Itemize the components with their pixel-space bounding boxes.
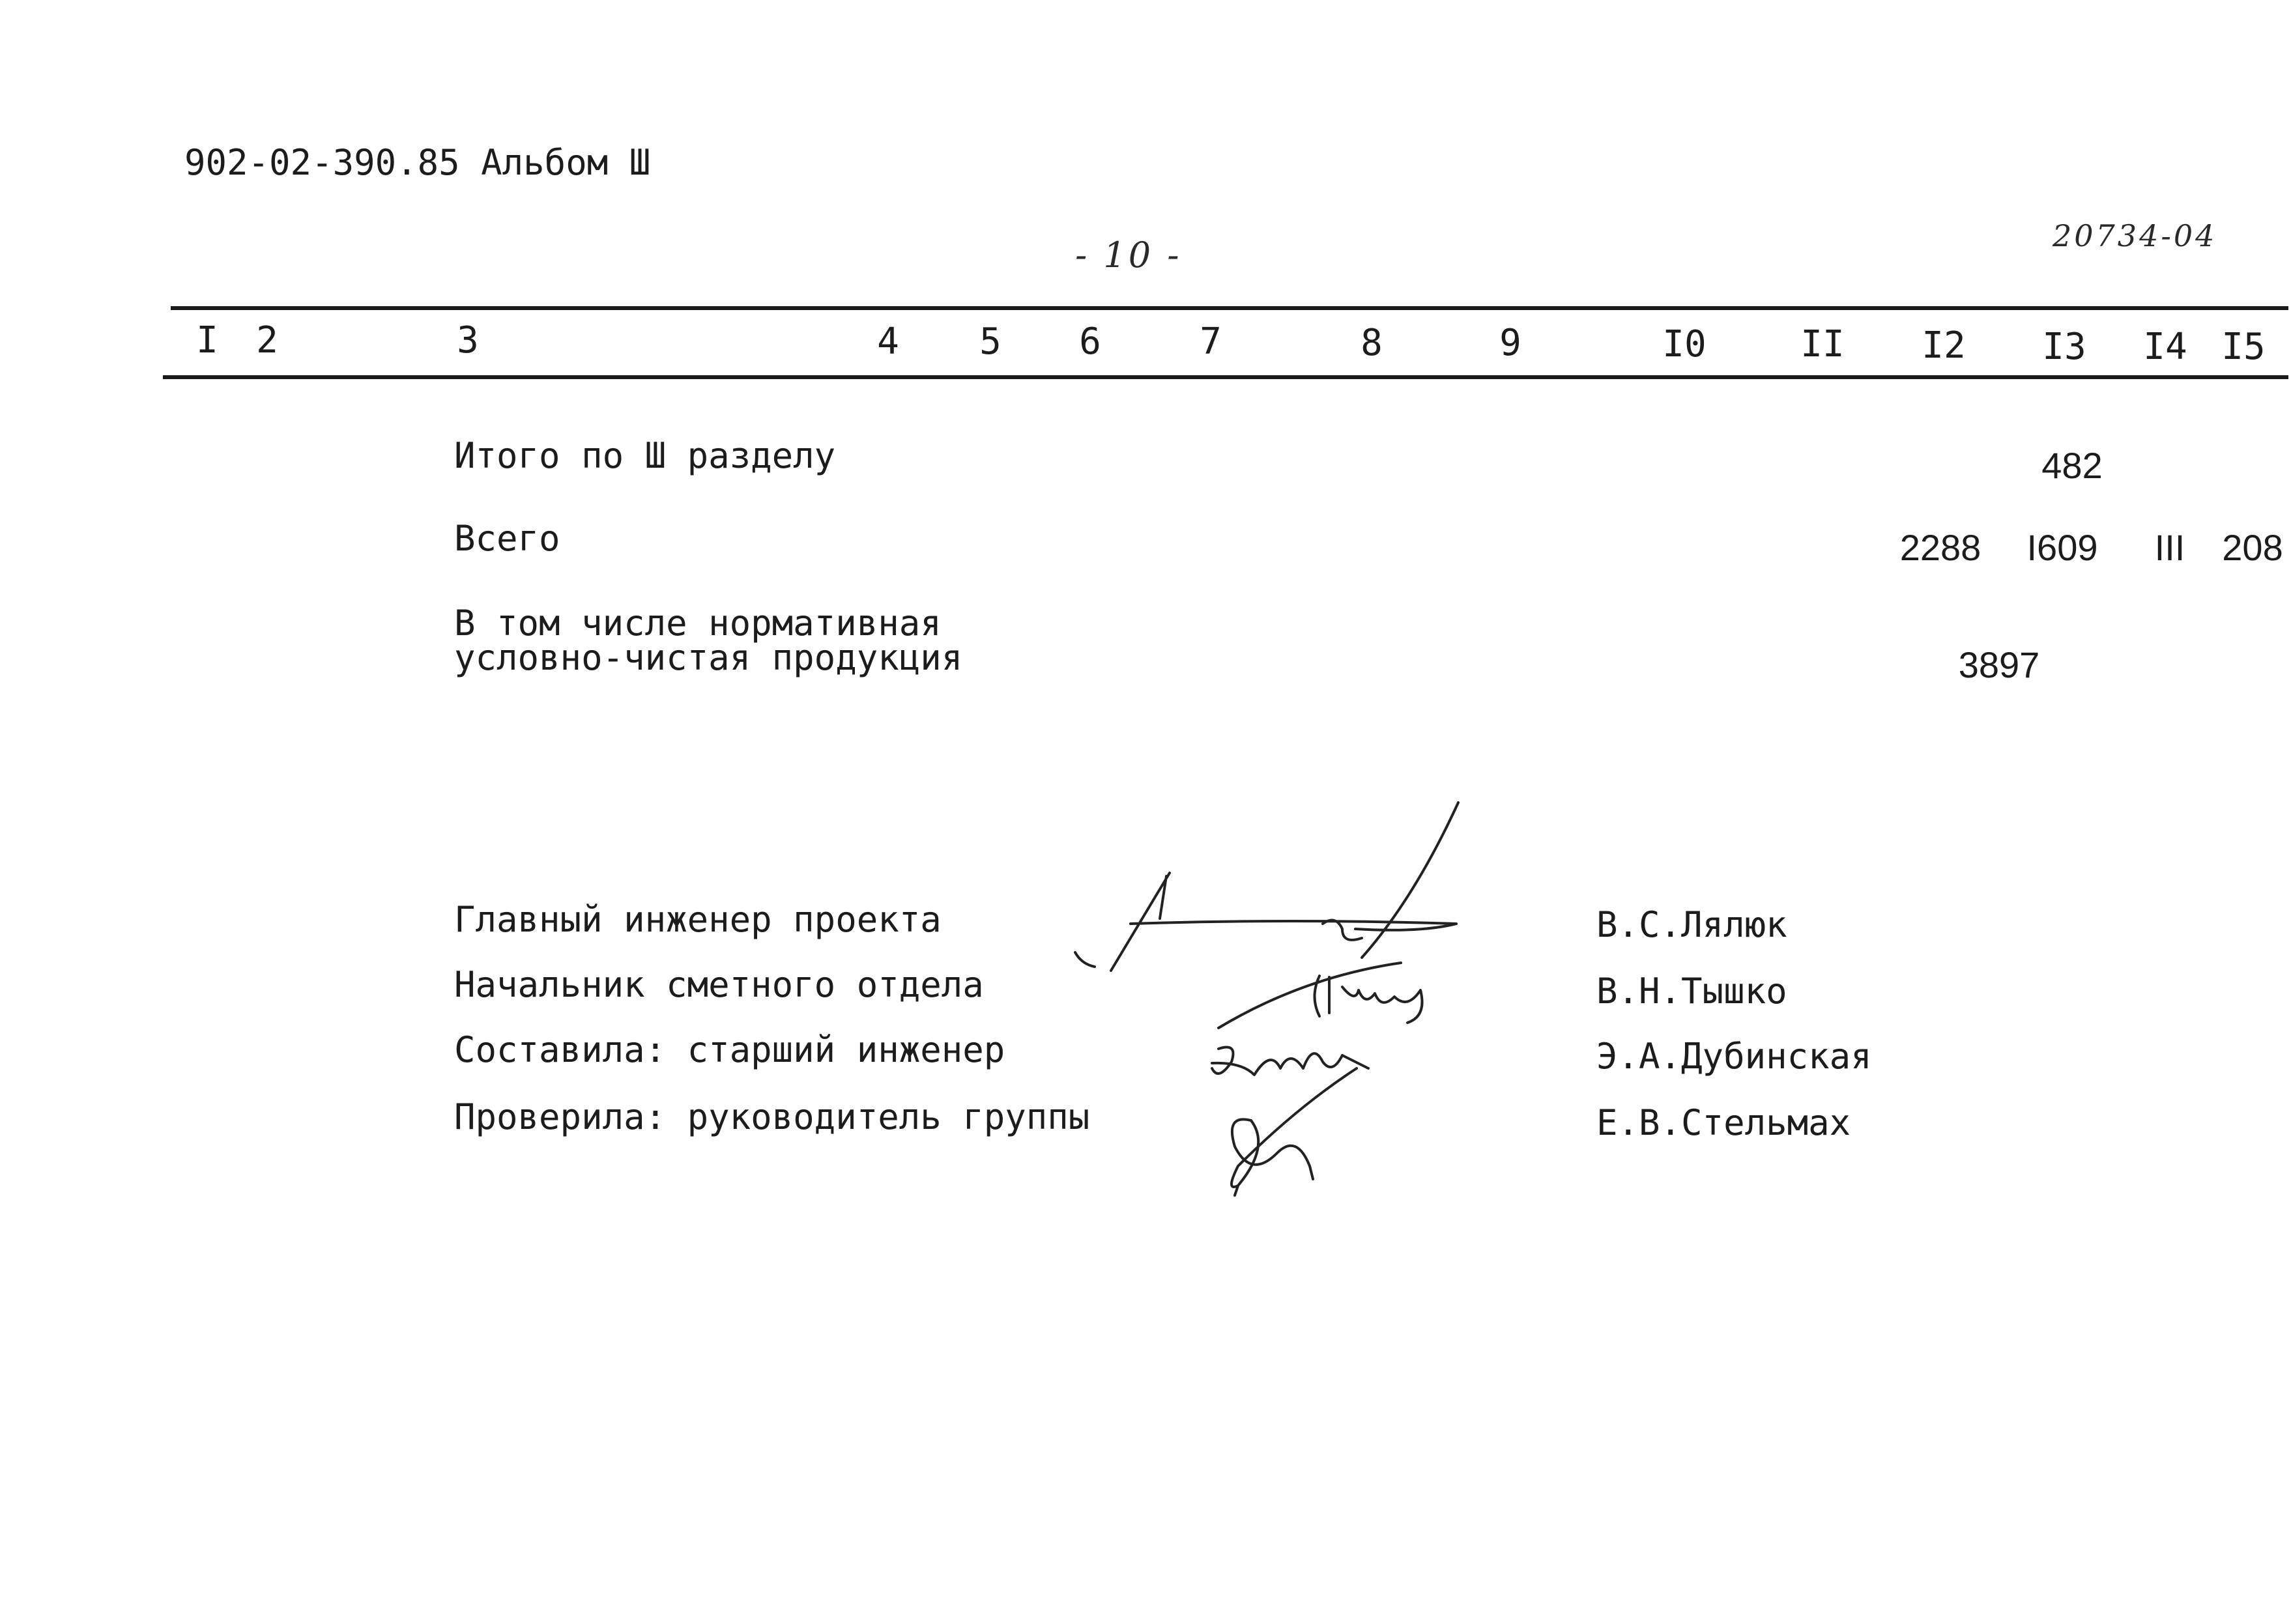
column-number: I0	[1662, 323, 1707, 365]
grand-total-c14: III	[2154, 527, 2185, 568]
column-number: 7	[1200, 321, 1222, 363]
column-number: 3	[457, 319, 479, 362]
column-number: 2	[256, 319, 278, 362]
column-number: 4	[877, 321, 899, 363]
signature-role: Составила: старший инженер	[454, 1029, 1005, 1070]
signature-head-of-department	[1218, 963, 1422, 1028]
column-number: I5	[2221, 326, 2266, 368]
normative-label-line1: В том числе нормативная	[454, 603, 942, 644]
normative-value: 3897	[1958, 644, 2040, 685]
normative-label-line2: условно-чистая продукция	[454, 637, 963, 678]
page-number: - 10 -	[1075, 235, 1182, 276]
grand-total-label: Всего	[454, 518, 560, 559]
column-number: 6	[1079, 321, 1101, 363]
column-number: I	[196, 319, 218, 362]
column-number: I2	[1922, 324, 1966, 367]
column-number: 9	[1499, 322, 1521, 364]
column-number: I4	[2143, 326, 2187, 368]
grand-total-c12: 2288	[1899, 527, 1981, 568]
archive-number: 20734-04	[2053, 218, 2217, 253]
signature-role: Проверила: руководитель группы	[454, 1096, 1090, 1137]
signature-name: В.Н.Тышко	[1596, 971, 1787, 1012]
column-number: I3	[2042, 326, 2086, 368]
section-total-label: Итого по Ш разделу	[454, 435, 836, 476]
signature-compiler	[1212, 1047, 1368, 1076]
grand-total-c13: I609	[2026, 527, 2098, 568]
signature-name: Е.В.Стельмах	[1596, 1102, 1851, 1143]
signature-chief-engineer	[1075, 803, 1458, 971]
signature-role: Начальник сметного отдела	[454, 964, 984, 1005]
column-number: 5	[979, 321, 1001, 363]
grand-total-c15: 208	[2222, 527, 2283, 568]
doc-code: 902-02-390.85 Альбом Ш	[184, 142, 651, 183]
signature-name: В.С.Лялюк	[1596, 904, 1787, 945]
column-number: 8	[1361, 322, 1383, 364]
section-total-c13: 482	[2041, 445, 2103, 486]
signature-checker	[1232, 1068, 1357, 1195]
signature-role: Главный инженер проекта	[454, 899, 942, 940]
column-number: II	[1800, 323, 1845, 365]
signature-name: Э.А.Дубинская	[1596, 1036, 1872, 1077]
